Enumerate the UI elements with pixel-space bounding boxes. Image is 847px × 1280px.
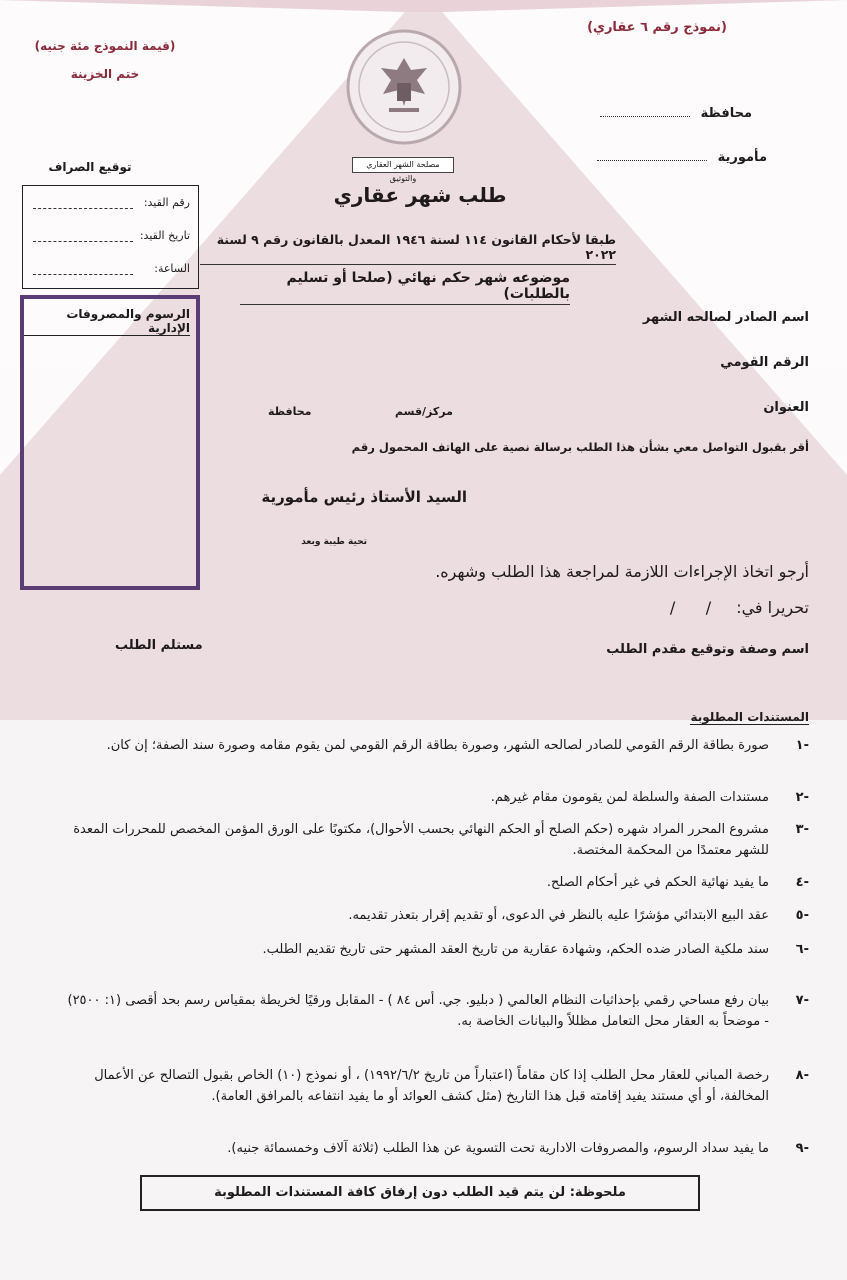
fees-box-title: الرسوم والمصروفات الإدارية (24, 307, 190, 336)
registration-date-blank (33, 241, 133, 242)
stamp-note-treasury: ختم الخزينة (70, 67, 140, 81)
national-id-label: الرقم القومي (720, 355, 809, 370)
beneficiary-label: اسم الصادر لصالحه الشهر (642, 310, 809, 325)
office-blank (597, 160, 707, 161)
documents-heading: المستندات المطلوبة (690, 710, 809, 724)
item-text: سند ملكية الصادر ضده الحكم، وشهادة عقارية من تاريخ العقد المشهر حتى تاريخ تقديم الطلب. (262, 942, 769, 957)
request-text: أرجو اتخاذ الإجراءات اللازمة لمراجعة هذا الطلب وشهره. (435, 562, 809, 581)
item-number: -٤ (795, 875, 809, 890)
item-number: -٢ (795, 790, 809, 805)
registration-number-label: رقم القيد: (143, 196, 190, 209)
subject-line: موضوعه شهر حكم نهائي (صلحا أو تسليم بالطلبات) (240, 270, 570, 305)
dated-label: تحريرا في: (736, 598, 809, 617)
center-label: مركز/قسم (395, 405, 453, 418)
note-box: ملحوظة: لن يتم قيد الطلب دون إرفاق كافة المستندات المطلوبة (140, 1175, 700, 1211)
list-item (64, 1138, 809, 1159)
date-slashes: / / (669, 598, 712, 617)
item-number: -١ (795, 738, 809, 753)
item-text: ما يفيد سداد الرسوم، والمصروفات الادارية تحت التسوية عن هذا الطلب (ثلاثة آلاف وخمسمائة جنيه). (227, 1141, 769, 1156)
list-item (64, 990, 809, 1032)
registration-number-blank (33, 208, 133, 209)
item-text: صورة بطاقة الرقم القومي للصادر لصالحه الشهر، وصورة بطاقة الرقم القومي لمن يقوم مقامه وصورة سند الصفة؛ إن كان. (106, 738, 769, 753)
fees-box (20, 295, 200, 590)
registration-date-label: تاريخ القيد: (139, 229, 190, 242)
item-number: -٩ (795, 1141, 809, 1156)
item-text: ما يفيد نهائية الحكم في غير أحكام الصلح. (546, 875, 769, 890)
stamp-note (30, 32, 180, 88)
item-number: -٦ (795, 942, 809, 957)
item-text: مشروع المحرر المراد شهره (حكم الصلح أو الحكم النهائي بحسب الأحوال)، مكتوبًا على الورق المؤمن المخصص للمحررات المعدة للشهر معتمدًا من المحكمة المختصة. (73, 822, 769, 858)
eagle-seal-icon (345, 28, 463, 146)
item-text: عقد البيع الابتدائي مؤشرًا عليه بالنظر في الدعوى، أو تقديم إقرار بتعذر تقديمه. (348, 908, 769, 923)
list-item (64, 819, 809, 861)
item-number: -٨ (795, 1068, 809, 1083)
law-reference: طبقا لأحكام القانون ١١٤ لسنة ١٩٤٦ المعدل بالقانون رقم ٩ لسنة ٢٠٢٢ (200, 232, 616, 265)
item-text: بيان رفع مساحي رقمي بإحداثيات النظام العالمي ( دبليو. جي. أس ٨٤ ) - المقابل ورقيًا لخريطة بمقياس رسم بحد أقصى (١: ٢٥٠٠) - موضحاً به العقار محل التعامل مظللاً والبيانات الخاصة به. (67, 993, 769, 1029)
page-title: طلب شهر عقاري (333, 183, 507, 207)
list-item (64, 872, 809, 893)
time-blank (33, 274, 133, 275)
governorate-label: محافظة (700, 106, 752, 121)
list-item (64, 905, 809, 926)
list-item (64, 1065, 809, 1107)
submitter-label: اسم وصفة وتوقيع مقدم الطلب (606, 642, 809, 657)
item-number: -٥ (795, 908, 809, 923)
seal-caption: مصلحة الشهر العقاري والتوثيق (352, 157, 454, 173)
office-label: مأمورية (717, 150, 767, 165)
list-item (64, 787, 809, 808)
registration-box (22, 185, 199, 289)
form-number: (نموذج رقم ٦ عقاري) (587, 20, 727, 35)
governorate-field (600, 106, 752, 121)
cashier-signature-label: توقيع الصراف (48, 160, 132, 174)
addressee: السيد الأستاذ رئيس مأمورية (261, 488, 467, 506)
office-field (597, 150, 767, 165)
item-number: -٣ (795, 822, 809, 837)
sms-consent-text: أقر بقبول التواصل معي بشأن هذا الطلب برسالة نصية على الهاتف المحمول رقم (351, 440, 809, 454)
dated-field (670, 598, 809, 617)
list-item (64, 939, 809, 960)
item-text: رخصة المباني للعقار محل الطلب إذا كان مقاماً (اعتباراً من تاريخ ١٩٩٢/٦/٢) ، أو نموذج (١٠) الخاص بقبول التصالح عن الأعمال المخالفة، أو أي مستند يفيد إقامته قبل هذا التاريخ (مثل كشف العوائد أو ما يفيد انتفاعه بالمرافق العامة). (94, 1068, 769, 1104)
receiver-label: مستلم الطلب (115, 638, 203, 653)
item-number: -٧ (795, 993, 809, 1008)
time-label: الساعة: (154, 262, 190, 275)
stamp-note-price: (قيمة النموذج مئة جنيه) (34, 39, 176, 53)
list-item (64, 735, 809, 756)
greeting: تحية طيبة وبعد (301, 537, 367, 547)
item-text: مستندات الصفة والسلطة لمن يقومون مقام غيرهم. (490, 790, 769, 805)
governorate-blank (600, 116, 690, 117)
governorate-address-label: محافظة (268, 405, 312, 418)
address-label: العنوان (763, 400, 809, 415)
